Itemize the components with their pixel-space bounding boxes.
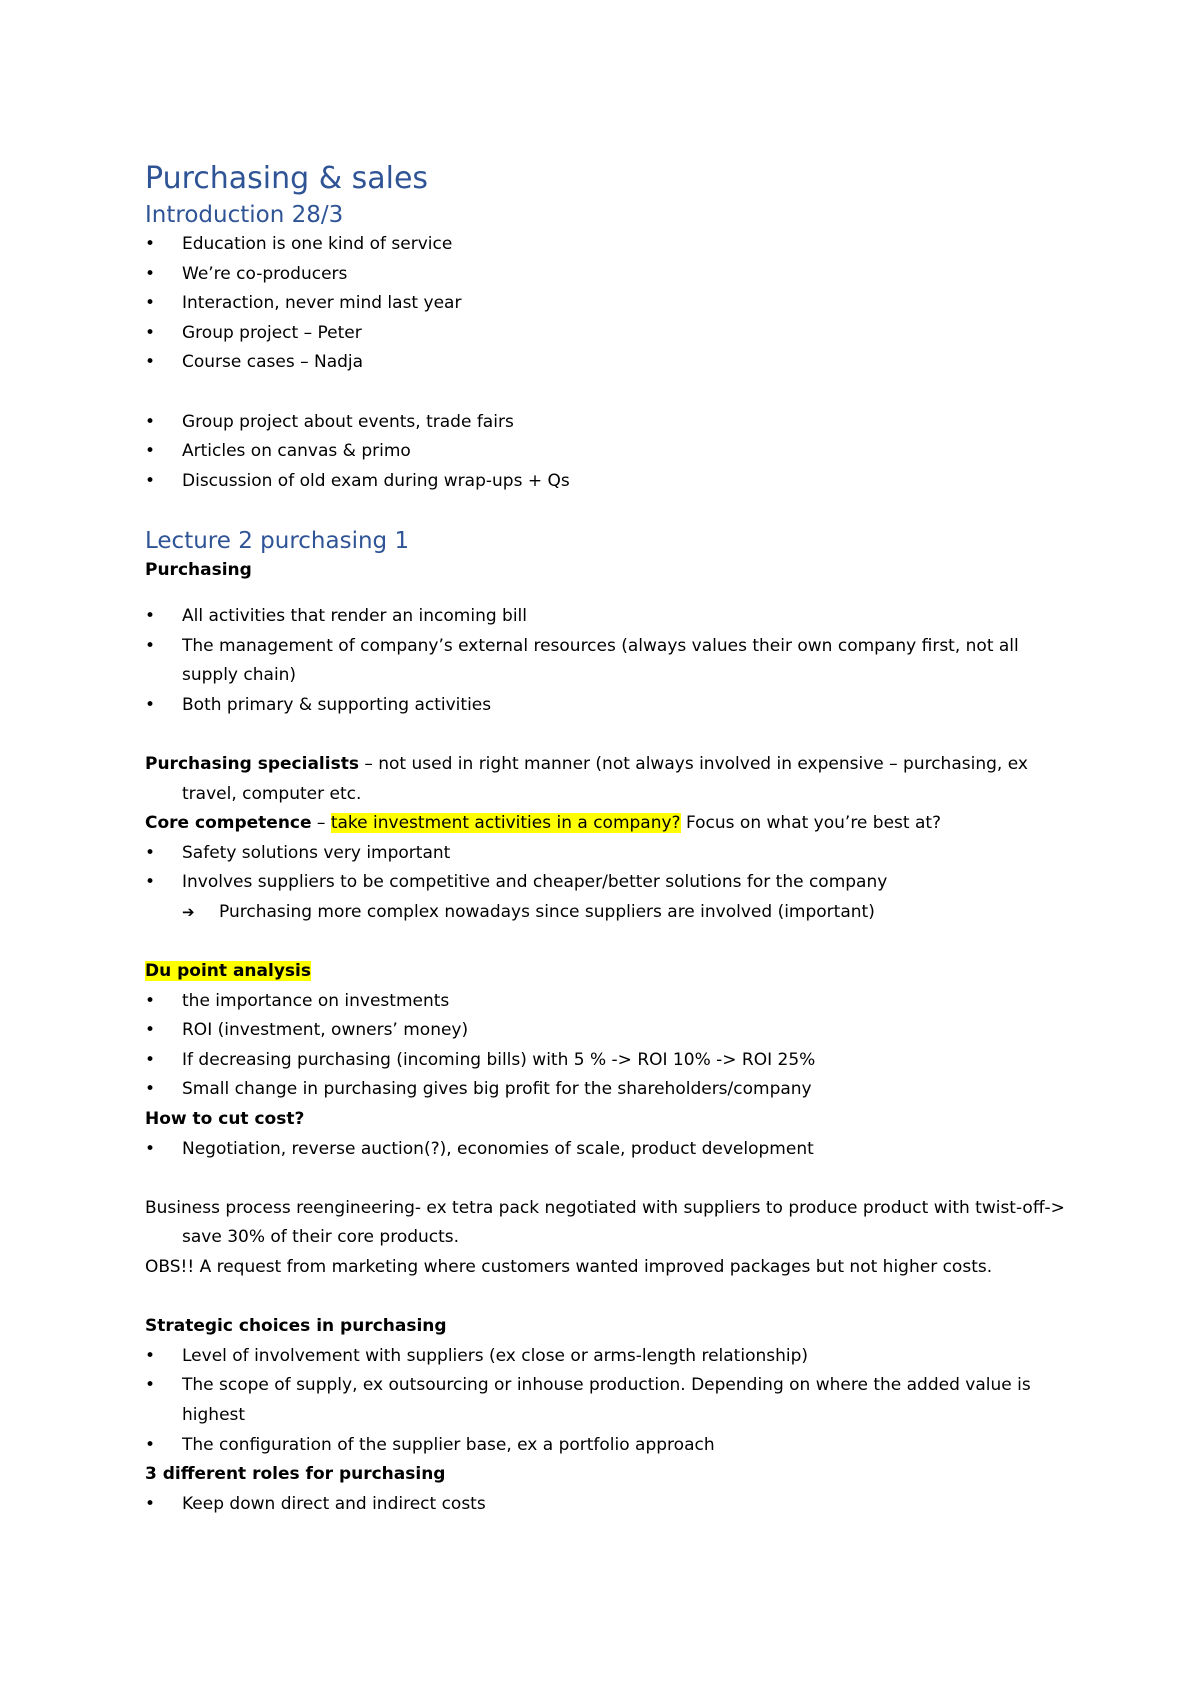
cut-cost-label: How to cut cost? xyxy=(145,1109,305,1130)
intro-heading: Introduction 28/3 xyxy=(145,202,344,228)
strategic-list xyxy=(145,1342,1075,1460)
list-item: • Involves suppliers to be competitive and cheaper/better solutions for the company xyxy=(145,868,1075,898)
list-item: • Keep down direct and indirect costs xyxy=(145,1490,1075,1520)
bpr-paragraph: Business process reengineering- ex tetra pack negotiated with suppliers to produce product with twist-off-> save 30% of their core products. xyxy=(145,1197,1065,1248)
dupont-paragraph xyxy=(145,957,1075,987)
list-item: • All activities that render an incoming bill xyxy=(145,602,1075,632)
core-competence-paragraph xyxy=(145,809,1075,839)
dupont-label: Du point analysis xyxy=(145,961,311,982)
core-rest: Focus on what you’re best at? xyxy=(680,813,942,834)
spacer xyxy=(145,1283,1075,1313)
document-title: Purchasing & sales xyxy=(145,161,429,196)
obs-paragraph: OBS!! A request from marketing where customers wanted improved packages but not higher costs. xyxy=(145,1257,993,1277)
intro-list-1 xyxy=(145,230,1075,378)
list-item: • Small change in purchasing gives big profit for the shareholders/company xyxy=(145,1075,1075,1105)
spacer xyxy=(145,586,1075,602)
roles-list xyxy=(145,1490,1075,1520)
list-item: • Articles on canvas & primo xyxy=(145,437,1075,467)
list-item: • The management of company’s external resources (always values their own company first, not all supply chain) xyxy=(145,632,1075,691)
list-item: • The configuration of the supplier base, ex a portfolio approach xyxy=(145,1431,1075,1461)
spacer xyxy=(145,720,1075,750)
purchasing-label: Purchasing xyxy=(145,560,252,581)
list-item: • Group project – Peter xyxy=(145,319,1075,349)
roles-label: 3 different roles for purchasing xyxy=(145,1464,446,1485)
list-item: • Group project about events, trade fairs xyxy=(145,408,1075,438)
core-list xyxy=(145,839,1075,928)
list-item: • the importance on investments xyxy=(145,987,1075,1017)
spacer xyxy=(145,1164,1075,1194)
list-item: • Level of involvement with suppliers (ex close or arms-length relationship) xyxy=(145,1342,1075,1372)
arrow-list-item: ➔ Purchasing more complex nowadays since suppliers are involved (important) xyxy=(145,898,1075,928)
specialists-text: – not used in right manner (not always involved in expensive – purchasing, ex travel, computer etc. xyxy=(182,753,1028,804)
list-item: • Both primary & supporting activities xyxy=(145,691,1075,721)
list-item: • Negotiation, reverse auction(?), economies of scale, product development xyxy=(145,1135,1075,1165)
list-item: • The scope of supply, ex outsourcing or inhouse production. Depending on where the added value is highest xyxy=(145,1371,1075,1430)
intro-list-2 xyxy=(145,408,1075,497)
purchasing-list xyxy=(145,602,1075,720)
list-item: • We’re co-producers xyxy=(145,260,1075,290)
lecture-heading: Lecture 2 purchasing 1 xyxy=(145,528,410,555)
document-page xyxy=(145,160,1075,1519)
list-item: • Course cases – Nadja xyxy=(145,348,1075,378)
spacer xyxy=(145,378,1075,408)
strategic-label: Strategic choices in purchasing xyxy=(145,1316,447,1337)
list-item: • Discussion of old exam during wrap-ups + Qs xyxy=(145,467,1075,497)
cut-cost-list xyxy=(145,1135,1075,1165)
core-label: Core competence xyxy=(145,813,312,834)
core-highlight: take investment activities in a company? xyxy=(330,813,681,834)
list-item: • Interaction, never mind last year xyxy=(145,289,1075,319)
specialists-label: Purchasing specialists xyxy=(145,753,359,774)
spacer xyxy=(145,927,1075,957)
specialists-paragraph xyxy=(145,750,1075,809)
core-dash: – xyxy=(311,813,331,834)
list-item: • ROI (investment, owners’ money) xyxy=(145,1016,1075,1046)
list-item: • Education is one kind of service xyxy=(145,230,1075,260)
dupont-list xyxy=(145,987,1075,1105)
list-item: • If decreasing purchasing (incoming bills) with 5 % -> ROI 10% -> ROI 25% xyxy=(145,1046,1075,1076)
list-item: • Safety solutions very important xyxy=(145,839,1075,869)
